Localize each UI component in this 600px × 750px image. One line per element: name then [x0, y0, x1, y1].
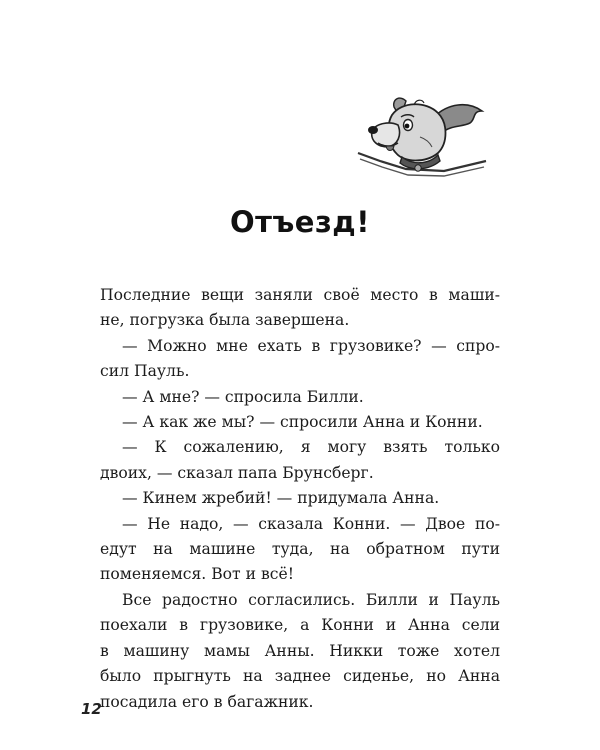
chapter-title: Отъезд!: [230, 205, 370, 239]
text-line: — А мне? — спросила Билли.: [122, 387, 364, 406]
text-line: сил Пауль.: [100, 362, 190, 381]
text-line: поменяемся. Вот и всё!: [100, 565, 295, 584]
text-line: — А как же мы? — спросили Анна и Конни.: [122, 413, 483, 432]
text-line: — К сожалению, я могу взять только: [122, 438, 500, 457]
page-number: 12: [81, 700, 102, 718]
body-text: [100, 283, 500, 715]
text-line: поехали в грузовике, а Конни и Анна сели: [100, 616, 500, 635]
text-line: двоих, — сказал папа Брунсберг.: [100, 463, 374, 482]
dog-head-icon: [356, 95, 488, 177]
text-line: — Можно мне ехать в грузовике? — спро-: [122, 336, 500, 355]
text-line: в машину мамы Анны. Никки тоже хотел: [100, 641, 500, 660]
text-line: Все радостно согласились. Билли и Пауль: [122, 590, 500, 609]
text-line: посадила его в багажник.: [100, 692, 314, 711]
text-line: — Не надо, — сказала Конни. — Двое по-: [122, 514, 500, 533]
text-line: — Кинем жребий! — придумала Анна.: [122, 489, 440, 508]
text-line: было прыгнуть на заднее сиденье, но Анна: [100, 667, 500, 686]
text-line: едут на машине туда, на обратном пути: [100, 540, 500, 559]
text-line: Последние вещи заняли своё место в маши-: [100, 286, 500, 304]
text-line: не, погрузка была завершена.: [100, 311, 350, 330]
